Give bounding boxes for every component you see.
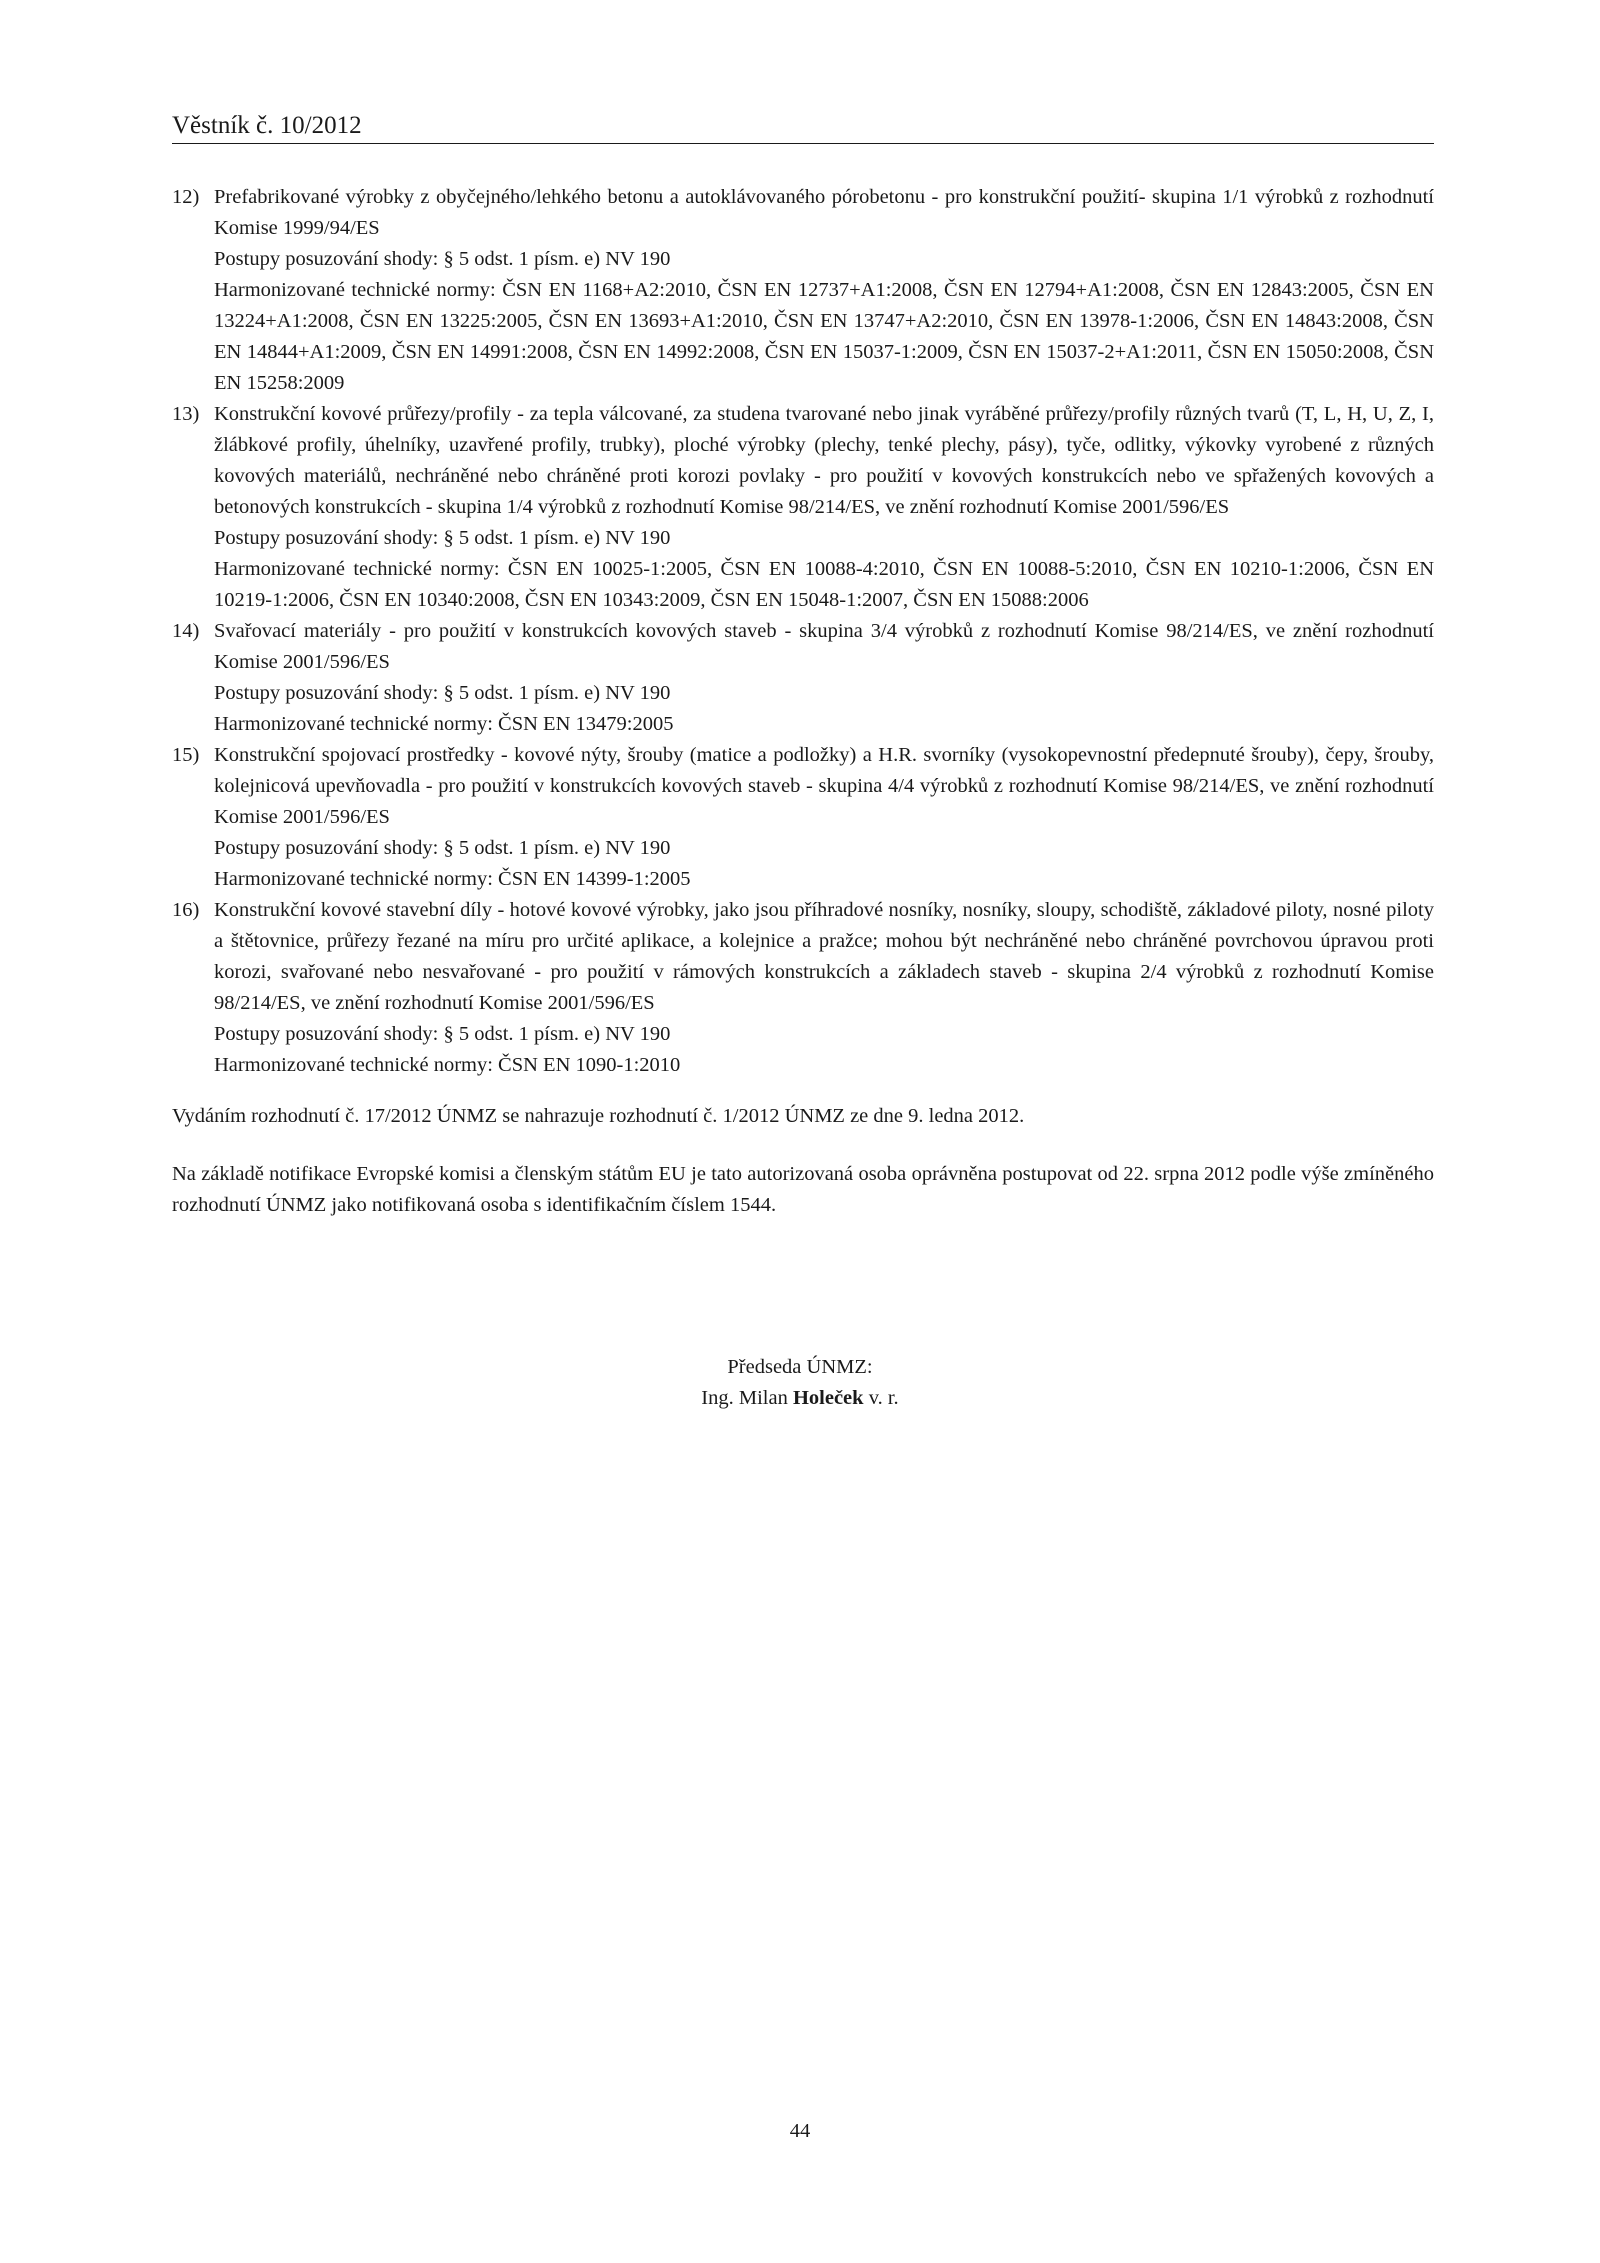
list-item-12 [172, 182, 1434, 399]
page-number: 44 [789, 2120, 811, 2142]
document-body [172, 182, 1434, 1221]
item-procedure: Postupy posuzování shody: § 5 odst. 1 písm. e) NV 190 [214, 1023, 671, 1045]
item-description: Konstrukční spojovací prostředky - kovové nýty, šrouby (matice a podložky) a H.R. svorníky (vysokopevnostní předepnuté šrouby), čepy, šrouby, kolejnicová upevňovadla - pro použití v konstrukcích kovových staveb - skupina 4/4 výrobků z rozhodnutí Komise 98/214/ES, ve znění rozhodnutí Komise 2001/596/ES [214, 744, 1434, 828]
signature-suffix: v. r. [863, 1387, 899, 1409]
item-procedure: Postupy posuzování shody: § 5 odst. 1 písm. e) NV 190 [214, 682, 671, 704]
item-description: Konstrukční kovové stavební díly - hotové kovové výrobky, jako jsou příhradové nosníky, nosníky, sloupy, schodiště, základové piloty, nosné piloty a štětovnice, průřezy řezané na míru pro určité aplikace, a kolejnice a pražce; mohou být nechráněné nebo chráněné povrchovou úpravou proti korozi, svařované nebo nesvařované - pro použití v rámových konstrukcích a základech staveb - skupina 2/4 výrobků z rozhodnutí Komise 98/214/ES, ve znění rozhodnutí Komise 2001/596/ES [214, 899, 1434, 1014]
item-number: 14) [172, 620, 200, 642]
item-norms: Harmonizované technické normy: ČSN EN 1090-1:2010 [214, 1054, 681, 1076]
signature-name [0, 1383, 1600, 1414]
item-procedure: Postupy posuzování shody: § 5 odst. 1 písm. e) NV 190 [214, 837, 671, 859]
item-description: Prefabrikované výrobky z obyčejného/lehkého betonu a autoklávovaného pórobetonu - pro konstrukční použití- skupina 1/1 výrobků z rozhodnutí Komise 1999/94/ES [214, 186, 1434, 239]
signature-title-prefix: Ing. Milan [701, 1387, 793, 1409]
document-header [172, 112, 1434, 144]
item-number: 12) [172, 186, 200, 208]
item-procedure: Postupy posuzování shody: § 5 odst. 1 písm. e) NV 190 [214, 527, 671, 549]
item-norms: Harmonizované technické normy: ČSN EN 14399-1:2005 [214, 868, 691, 890]
signature-surname: Holeček [792, 1387, 864, 1409]
list-item-15 [172, 740, 1434, 895]
item-description: Svařovací materiály - pro použití v konstrukcích kovových staveb - skupina 3/4 výrobků z rozhodnutí Komise 98/214/ES, ve znění rozhodnutí Komise 2001/596/ES [214, 620, 1434, 673]
item-number: 16) [172, 899, 200, 921]
item-procedure: Postupy posuzování shody: § 5 odst. 1 písm. e) NV 190 [214, 248, 671, 270]
item-norms: Harmonizované technické normy: ČSN EN 10025-1:2005, ČSN EN 10088-4:2010, ČSN EN 10088-5:2010, ČSN EN 10210-1:2006, ČSN EN 10219-1:2006, ČSN EN 10340:2008, ČSN EN 10343:2009, ČSN EN 15048-1:2007, ČSN EN 15088:2006 [214, 558, 1434, 611]
list-item-16 [172, 895, 1434, 1081]
notification-paragraph: Na základě notifikace Evropské komisi a členským státům EU je tato autorizovaná osoba oprávněna postupovat od 22. srpna 2012 podle výše zmíněného rozhodnutí ÚNMZ jako notifikovaná osoba s identifikačním číslem 1544. [172, 1163, 1434, 1216]
item-norms: Harmonizované technické normy: ČSN EN 1168+A2:2010, ČSN EN 12737+A1:2008, ČSN EN 12794+A1:2008, ČSN EN 12843:2005, ČSN EN 13224+A1:2008, ČSN EN 13225:2005, ČSN EN 13693+A1:2010, ČSN EN 13747+A2:2010, ČSN EN 13978-1:2006, ČSN EN 14843:2008, ČSN EN 14844+A1:2009, ČSN EN 14991:2008, ČSN EN 14992:2008, ČSN EN 15037-1:2009, ČSN EN 15037-2+A1:2011, ČSN EN 15050:2008, ČSN EN 15258:2009 [214, 279, 1434, 394]
header-title: Věstník č. 10/2012 [172, 112, 362, 139]
signature-role: Předseda ÚNMZ: [727, 1356, 873, 1378]
item-norms: Harmonizované technické normy: ČSN EN 13479:2005 [214, 713, 674, 735]
list-item-14 [172, 616, 1434, 740]
item-number: 15) [172, 744, 200, 766]
item-number: 13) [172, 403, 200, 425]
item-description: Konstrukční kovové průřezy/profily - za tepla válcované, za studena tvarované nebo jinak vyráběné průřezy/profily různých tvarů (T, L, H, U, Z, I, žlábkové profily, úhelníky, uzavřené profily, trubky), ploché výrobky (plechy, tenké plechy, pásy), tyče, odlitky, výkovky vyrobené z různých kovových materiálů, nechráněné nebo chráněné proti korozi povlaky - pro použití v kovových konstrukcích nebo ve spřažených kovových a betonových konstrukcích - skupina 1/4 výrobků z rozhodnutí Komise 98/214/ES, ve znění rozhodnutí Komise 2001/596/ES [214, 403, 1434, 518]
list-item-13 [172, 399, 1434, 616]
replacement-paragraph: Vydáním rozhodnutí č. 17/2012 ÚNMZ se nahrazuje rozhodnutí č. 1/2012 ÚNMZ ze dne 9. ledna 2012. [172, 1105, 1025, 1127]
signature-block [0, 1352, 1600, 1414]
